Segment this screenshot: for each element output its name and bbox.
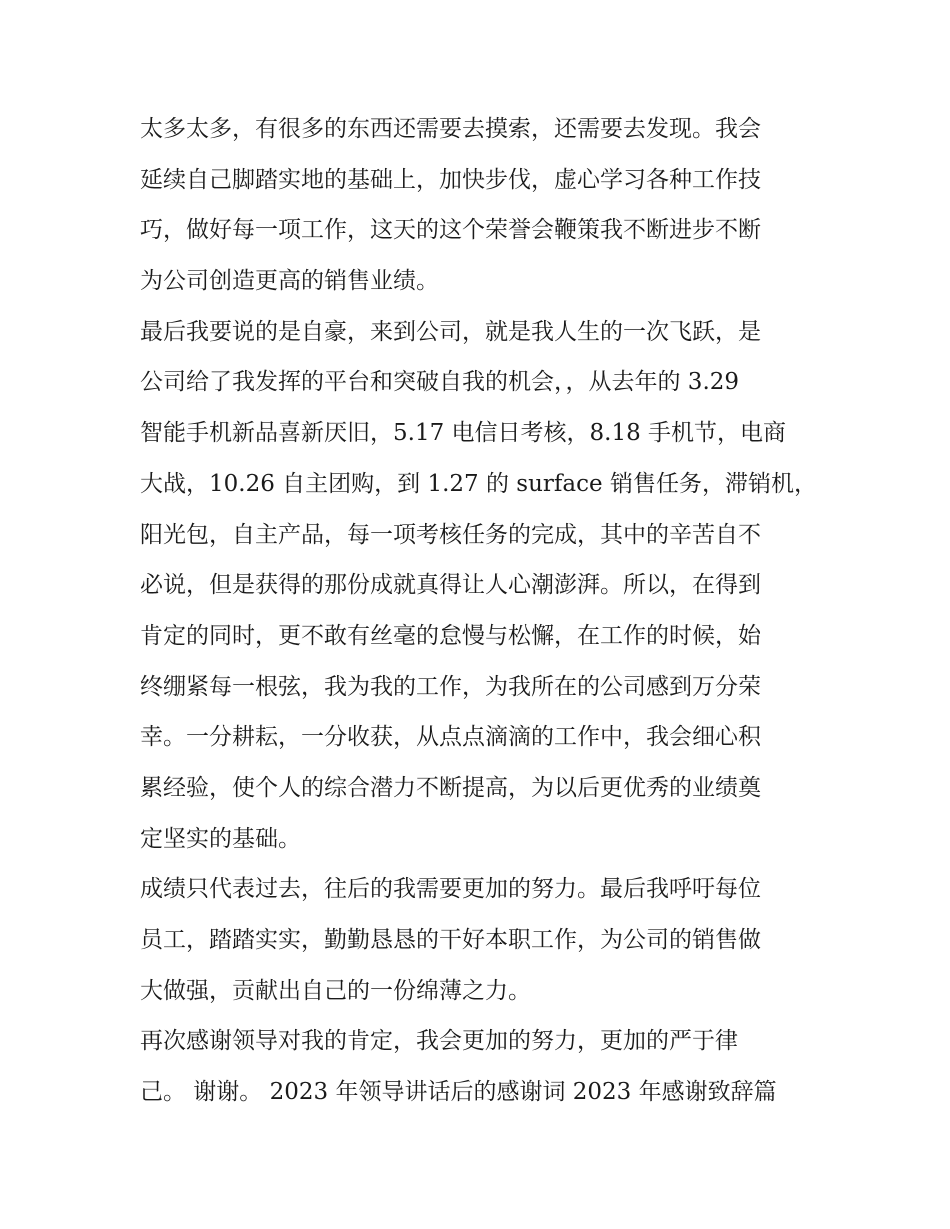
text-line: 定坚实的基础。 bbox=[140, 825, 301, 852]
text-line: 延续自己脚踏实地的基础上，加快步伐，虚心学习各种工作技 bbox=[140, 166, 761, 193]
text-line: 己。 谢谢。 2023 年领导讲话后的感谢词 2023 年感谢致辞篇 bbox=[140, 1079, 777, 1106]
text-line: 终绷紧每一根弦，我为我的工作，为我所在的公司感到万分荣 bbox=[140, 673, 761, 700]
text-line: 大战，10.26 自主团购，到 1.27 的 surface 销售任务，滞销机， bbox=[140, 470, 817, 497]
text-line: 累经验，使个人的综合潜力不断提高，为以后更优秀的业绩奠 bbox=[140, 774, 761, 801]
text-line: 公司给了我发挥的平台和突破自我的机会，，从去年的 3.29 bbox=[140, 369, 740, 396]
text-line: 员工，踏踏实实，勤勤恳恳的干好本职工作，为公司的销售做 bbox=[140, 927, 761, 953]
text-line: 为公司创造更高的销售业绩。 bbox=[140, 268, 439, 295]
text-line: 成绩只代表过去，往后的我需要更加的努力。最后我呼吁每位 bbox=[140, 876, 761, 903]
text-line: 最后我要说的是自豪，来到公司，就是我人生的一次飞跃，是 bbox=[140, 318, 761, 345]
text-line: 太多太多，有很多的东西还需要去摸索，还需要去发现。我会 bbox=[140, 116, 761, 142]
text-line: 阳光包，自主产品，每一项考核任务的完成，其中的辛苦自不 bbox=[140, 521, 761, 548]
text-line: 智能手机新品喜新厌旧，5.17 电信日考核，8.18 手机节，电商 bbox=[140, 420, 787, 447]
body-text bbox=[140, 104, 820, 1118]
text-line: 再次感谢领导对我的肯定，我会更加的努力，更加的严于律 bbox=[140, 1028, 738, 1055]
text-line: 必说，但是获得的那份成就真得让人心潮澎湃。所以，在得到 bbox=[140, 572, 761, 599]
text-line: 大做强，贡献出自己的一份绵薄之力。 bbox=[140, 977, 531, 1004]
text-line: 巧，做好每一项工作，这天的这个荣誉会鞭策我不断进步不断 bbox=[140, 217, 761, 244]
text-line: 肯定的同时，更不敢有丝毫的怠慢与松懈，在工作的时候，始 bbox=[140, 622, 761, 649]
text-line: 幸。一分耕耘，一分收获，从点点滴滴的工作中，我会细心积 bbox=[140, 724, 761, 751]
